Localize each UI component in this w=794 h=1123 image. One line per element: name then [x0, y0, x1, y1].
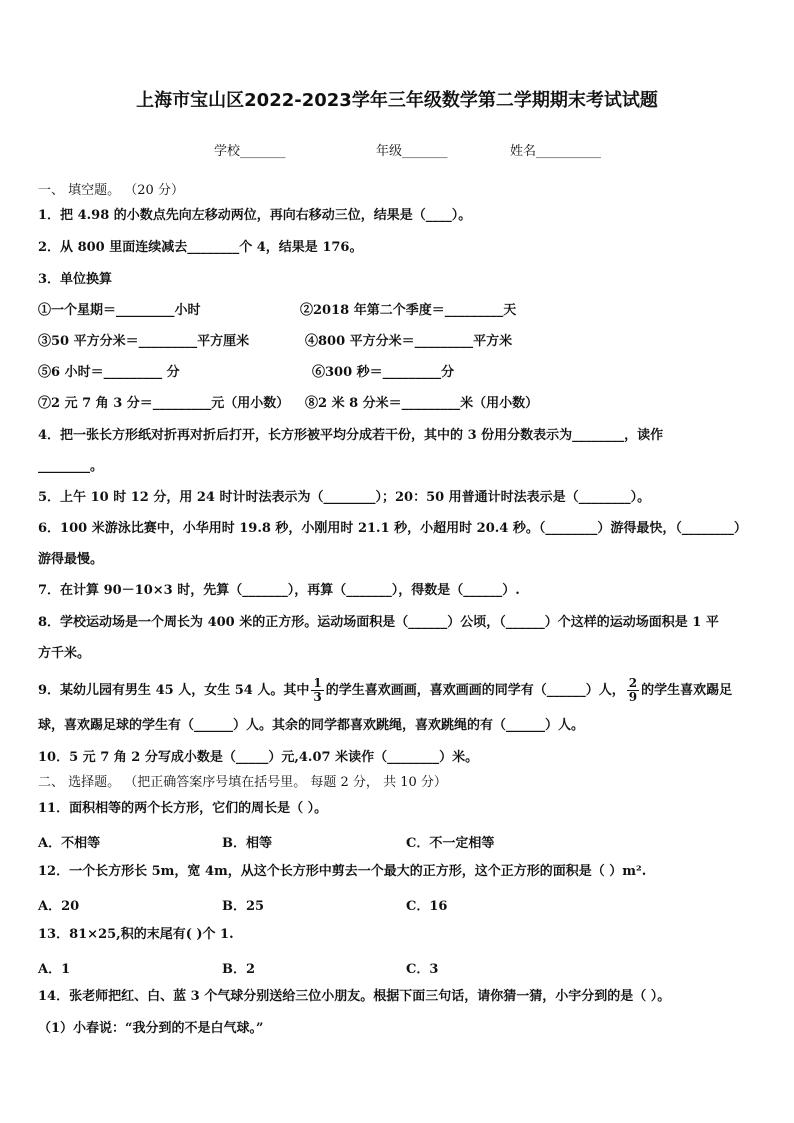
- question-2: 2．从 800 里面连续减去________个 4，结果是 176。: [38, 240, 363, 255]
- question-6-cont: 游得最慢。: [38, 552, 104, 567]
- question-4-cont: ________。: [38, 459, 104, 474]
- q3-item-6: ⑥300 秒＝_________分: [312, 365, 455, 380]
- question-10: 10．5 元 7 角 2 分写成小数是（_____）元,4.07 米读作（________）米。: [38, 750, 479, 765]
- q11-option-c: C．不一定相等: [406, 836, 495, 851]
- q11-option-b: B．相等: [222, 836, 272, 851]
- question-9: [38, 677, 758, 704]
- q3-item-7: ⑦2 元 7 角 3 分＝_________元（用小数）: [38, 396, 290, 411]
- fraction-numerator: 2: [628, 676, 638, 690]
- q12-option-a: A．20: [38, 899, 80, 914]
- q3-item-3: ③50 平方分米＝_________平方厘米: [38, 334, 250, 349]
- q12-option-c: C．16: [406, 899, 448, 914]
- question-3: 3．单位换算: [38, 272, 113, 287]
- question-13: 13．81×25,积的末尾有( )个 1.: [38, 927, 234, 942]
- question-8-cont: 方千米。: [38, 646, 91, 661]
- q3-item-4: ④800 平方分米＝_________平方米: [305, 334, 513, 349]
- question-14: 14．张老师把红、白、蓝 3 个气球分别送给三位小朋友。根据下面三句话，请你猜一猜，小宇分到的是（ ）。: [38, 989, 671, 1004]
- question-7: 7．在计算 90－10×3 时，先算（_______），再算（_______），得数是（______）.: [38, 583, 520, 598]
- question-4: 4．把一张长方形纸对折再对折后打开，长方形被平均分成若干份，其中的 3 份用分数表示为________，读作: [38, 428, 664, 443]
- name-field: 姓名__________: [510, 144, 602, 159]
- fraction-denominator: 9: [628, 690, 638, 704]
- q11-option-a: A．不相等: [38, 836, 101, 851]
- page-title: 上海市宝山区2022-2023学年三年级数学第二学期期末考试试题: [136, 90, 658, 111]
- fraction-two-ninths: [627, 677, 639, 704]
- q12-option-b: B．25: [222, 899, 265, 914]
- q3-item-2: ②2018 年第二个季度＝_________天: [300, 303, 517, 318]
- question-5: 5．上午 10 时 12 分，用 24 时计时法表示为（________）；20：50 用普通计时法表示是（________）。: [38, 490, 651, 505]
- question-14-statement-1: （1）小春说：“我分到的不是白气球。”: [38, 1021, 264, 1036]
- question-9-cont: 球，喜欢踢足球的学生有（______）人。其余的同学都喜欢跳绳，喜欢跳绳的有（______）人。: [38, 718, 585, 733]
- q9-text-2: 的学生喜欢画画，喜欢画画的同学有（______）人，: [325, 683, 625, 698]
- question-11: 11．面积相等的两个长方形，它们的周长是（ ）。: [38, 801, 328, 816]
- section-heading-fill-blank: 一、 填空题。 （20 分）: [38, 183, 184, 198]
- q9-text-3: 的学生喜欢踢足: [641, 683, 733, 698]
- question-6: 6．100 米游泳比赛中，小华用时 19.8 秒，小刚用时 21.1 秒，小超用时 20.4 秒。（________）游得最快，（________）: [38, 521, 747, 536]
- q9-text-1: 9．某幼儿园有男生 45 人，女生 54 人。其中: [38, 683, 310, 698]
- question-12: 12．一个长方形长 5m，宽 4m，从这个长方形中剪去一个最大的正方形，这个正方形的面积是（ ）m².: [38, 864, 647, 879]
- q3-item-8: ⑧2 米 8 分米＝_________米（用小数）: [305, 396, 539, 411]
- q3-item-5: ⑤6 小时＝_________ 分: [38, 365, 180, 380]
- fraction-denominator: 3: [313, 690, 322, 704]
- question-1: 1．把 4.98 的小数点先向左移动两位，再向右移动三位，结果是（____）。: [38, 208, 472, 223]
- q13-option-a: A．1: [38, 962, 71, 977]
- question-8: 8．学校运动场是一个周长为 400 米的正方形。运动场面积是（______）公顷，（______）个这样的运动场面积是 1 平: [38, 615, 719, 630]
- q13-option-b: B．2: [222, 962, 256, 977]
- q3-item-1: ①一个星期＝_________小时: [38, 303, 201, 318]
- grade-field: 年级_______: [376, 144, 448, 159]
- fraction-numerator: 1: [313, 676, 322, 690]
- section-heading-multiple-choice: 二、 选择题。 （把正确答案序号填在括号里。 每题 2 分， 共 10 分）: [38, 775, 447, 790]
- q13-option-c: C．3: [406, 962, 439, 977]
- school-field: 学校_______: [214, 144, 286, 159]
- fraction-one-third: [311, 677, 323, 704]
